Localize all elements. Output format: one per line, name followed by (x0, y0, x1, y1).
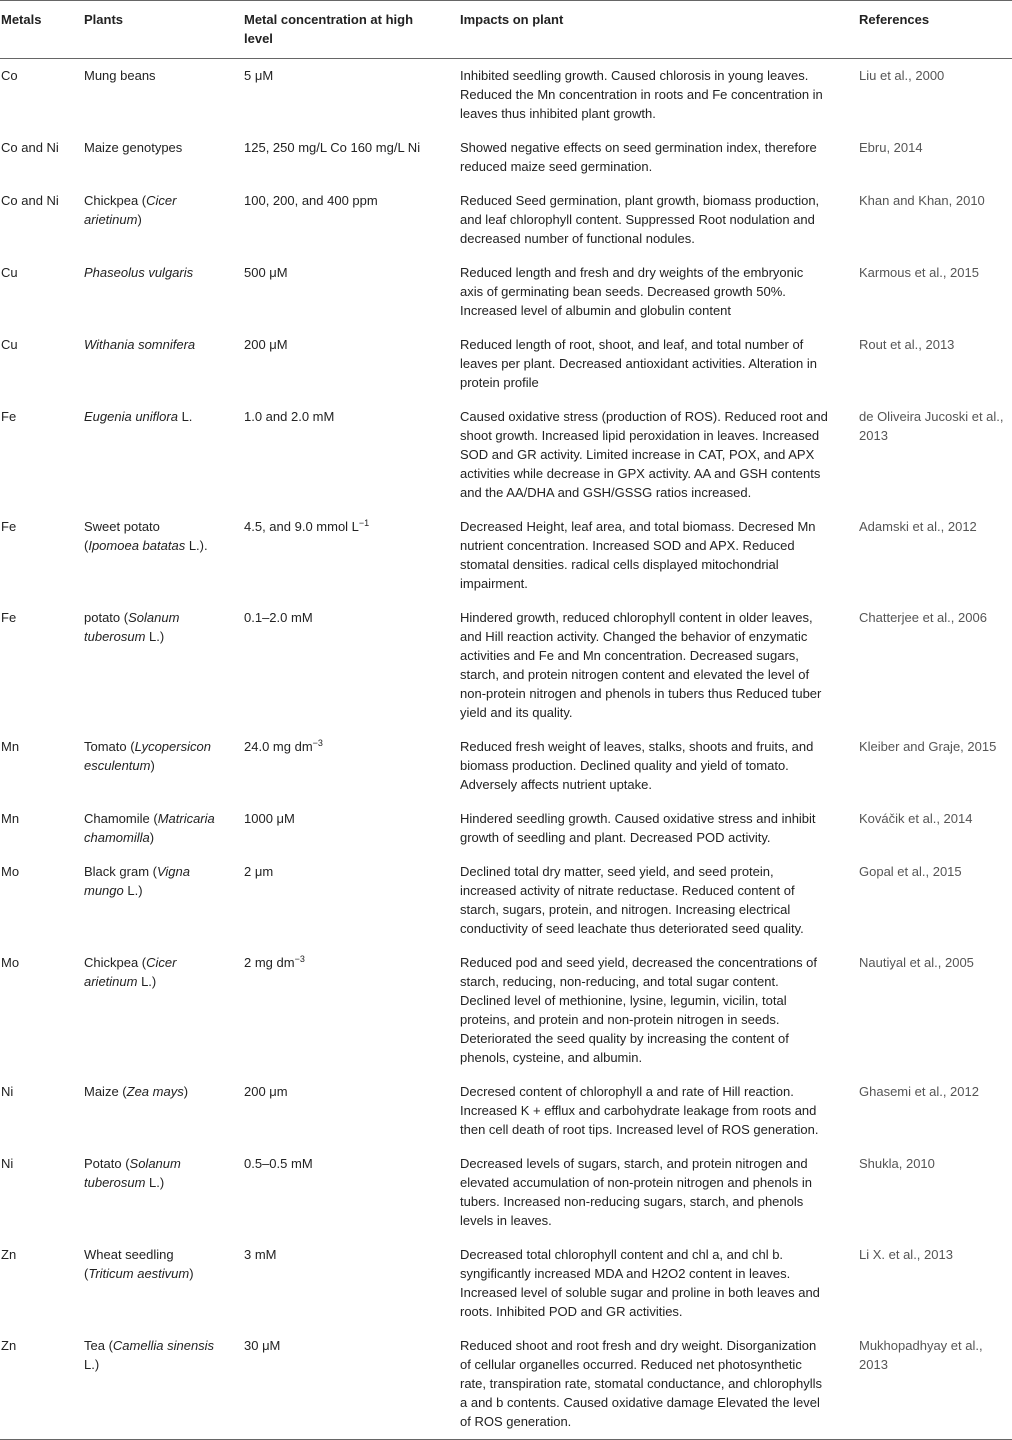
table-row (0, 1238, 1012, 1329)
header-concentration: Metal concentration at high level (244, 1, 460, 59)
cell-metal: Fe (1, 610, 17, 625)
cell-impact: Decresed content of chlorophyll a and rate of Hill reaction. Increased K + efflux and carbohydrate leakage from roots and then cell death of root tips. Increased level of ROS generation. (460, 1084, 819, 1137)
cell-concentration: 1.0 and 2.0 mM (244, 409, 335, 424)
cell-impact: Decreased levels of sugars, starch, and protein nitrogen and elevated accumulation of non-protein nitrogen and phenols in tubers. Increased non-reducing sugars, starch, and phenols levels in leaves. (460, 1156, 812, 1228)
table-row (0, 1147, 1012, 1238)
cell-metal: Fe (1, 519, 17, 534)
cell-metal: Zn (1, 1247, 17, 1262)
cell-reference: Khan and Khan, 2010 (859, 193, 985, 208)
table-row (0, 184, 1012, 256)
cell-concentration: 24.0 mg $dm^{-3}$ (244, 738, 323, 754)
cell-reference: Li X. et al., 2013 (859, 1247, 953, 1262)
header-metals: Metals (0, 1, 84, 59)
cell-reference: Nautiyal et al., 2005 (859, 955, 974, 970)
table-row (0, 855, 1012, 946)
cell-plant: Withania somnifera (84, 337, 196, 352)
table-row (0, 256, 1012, 328)
cell-impact: Caused oxidative stress (production of ROS). Reduced root and shoot growth. Increased lipid peroxidation in leaves. Increased SOD and GR activity. Limited increase in CAT, POX, and APX activities while decrease in GPX activity. AA and GSH contents and the AA/DHA and GSH/GSSG ratios increased. (460, 409, 828, 500)
cell-concentration: 5 μM (244, 68, 274, 83)
cell-concentration: 100, 200, and 400 ppm (244, 193, 378, 208)
cell-plant: Tomato (Lycopersicon esculentum) (84, 739, 211, 773)
cell-plant: potato (Solanum tuberosum L.) (84, 610, 180, 644)
table-row (0, 802, 1012, 855)
cell-concentration: 0.1–2.0 mM (244, 610, 313, 625)
table-row (0, 328, 1012, 400)
table-row (0, 510, 1012, 601)
header-impacts: Impacts on plant (460, 1, 859, 59)
cell-metal: Ni (1, 1156, 14, 1171)
cell-impact: Decreased Height, leaf area, and total biomass. Decresed Mn nutrient concentration. Increased SOD and APX. Reduced stomatal densities. radical cells displayed mitochondrial impairment. (460, 519, 816, 591)
table-row (0, 400, 1012, 510)
table-row (0, 1329, 1012, 1440)
cell-metal: Co and Ni (1, 193, 59, 208)
cell-impact: Hindered growth, reduced chlorophyll content in older leaves, and Hill reaction activity. Changed the behavior of enzymatic activities and Fe and Mn concentration. Decreased sugars, starch, and protein nitrogen content and elevated the level of non-protein nitrogen and phenols in tubers thus Reduced tuber yield and its quality. (460, 610, 822, 720)
cell-reference: Chatterjee et al., 2006 (859, 610, 987, 625)
cell-reference: Kováčik et al., 2014 (859, 811, 973, 826)
cell-impact: Declined total dry matter, seed yield, and seed protein, increased activity of nitrate reductase. Reduced content of starch, sugars, protein, and nitrogen. Increasing electrical conductivity of seed leachate thus deteriorated seed quality. (460, 864, 804, 936)
cell-concentration: 200 μm (244, 1084, 288, 1099)
cell-reference: Mukhopadhyay et al., 2013 (859, 1329, 1012, 1440)
cell-impact: Inhibited seedling growth. Caused chlorosis in young leaves. Reduced the Mn concentration in roots and Fe concentration in leaves thus inhibited plant growth. (460, 68, 823, 121)
cell-concentration: 3 mM (244, 1247, 277, 1262)
cell-plant: Black gram (Vigna mungo L.) (84, 864, 190, 898)
cell-reference: Gopal et al., 2015 (859, 864, 962, 879)
cell-plant: Eugenia uniflora L. (84, 409, 193, 424)
cell-concentration: 4.5, and 9.0 mmol $L^{-1}$ (244, 518, 370, 534)
cell-metal: Ni (1, 1084, 14, 1099)
cell-reference: Liu et al., 2000 (859, 68, 945, 83)
cell-metal: Mo (1, 955, 20, 970)
header-plants: Plants (84, 1, 244, 59)
cell-metal: Zn (0, 1329, 84, 1440)
cell-concentration: 0.5–0.5 mM (244, 1156, 313, 1171)
cell-reference: Ghasemi et al., 2012 (859, 1084, 979, 1099)
cell-concentration: 30 μM (244, 1329, 460, 1440)
table-row (0, 730, 1012, 802)
cell-metal: Mn (1, 811, 20, 826)
cell-plant: Mung beans (84, 68, 156, 83)
table-row (0, 59, 1012, 132)
cell-plant: Chickpea (Cicer arietinum) (84, 193, 177, 227)
cell-plant: Wheat seedling (Triticum aestivum) (84, 1247, 194, 1281)
table-row (0, 601, 1012, 730)
cell-plant: Maize genotypes (84, 140, 183, 155)
cell-concentration: 1000 μM (244, 811, 295, 826)
cell-impact: Decreased total chlorophyll content and chl a, and chl b. syngificantly increased MDA and H2O2 content in leaves. Increased level of soluble sugar and proline in both leaves and roots. Inhibited POD and GR activities. (460, 1247, 820, 1319)
cell-metal: Fe (1, 409, 17, 424)
cell-plant: Tea (Camellia sinensis L.) (84, 1329, 244, 1440)
cell-plant: Phaseolus vulgaris (84, 265, 194, 280)
cell-reference: Rout et al., 2013 (859, 337, 955, 352)
table-body (0, 59, 1012, 1440)
cell-plant: Chickpea (Cicer arietinum L.) (84, 955, 177, 989)
cell-metal: Mn (1, 739, 20, 754)
cell-impact: Reduced fresh weight of leaves, stalks, shoots and fruits, and biomass production. Declined quality and yield of tomato. Adversely affects nutrient uptake. (460, 739, 814, 792)
cell-reference: Adamski et al., 2012 (859, 519, 977, 534)
cell-metal: Cu (1, 265, 18, 280)
table-row (0, 946, 1012, 1075)
cell-impact: Reduced length and fresh and dry weights of the embryonic axis of germinating bean seeds. Decreased growth 50%. Increased level of albumin and globulin content (460, 265, 804, 318)
header-row (0, 1, 1012, 59)
header-references: References (859, 1, 1012, 59)
table-row (0, 131, 1012, 184)
cell-reference: de Oliveira Jucoski et al., 2013 (859, 409, 1004, 443)
cell-concentration: 200 μM (244, 337, 288, 352)
cell-plant: Sweet potato (Ipomoea batatas L.). (84, 519, 208, 553)
cell-metal: Mo (1, 864, 20, 879)
cell-reference: Ebru, 2014 (859, 140, 923, 155)
cell-metal: Cu (1, 337, 18, 352)
cell-impact: Reduced shoot and root fresh and dry weight. Disorganization of cellular organelles occurred. Reduced net photosynthetic rate, transpiration rate, stomatal conductance, and chlorophylls a and b contents. Caused oxidative damage Elevated the level of ROS generation. (460, 1329, 859, 1440)
cell-impact: Reduced Seed germination, plant growth, biomass production, and leaf chlorophyll content. Suppressed Root nodulation and decreased number of functional nodules. (460, 193, 820, 246)
cell-concentration: 500 μM (244, 265, 288, 280)
cell-plant: Potato (Solanum tuberosum L.) (84, 1156, 181, 1190)
cell-concentration: 2 μm (244, 864, 274, 879)
cell-metal: Co and Ni (1, 140, 59, 155)
cell-plant: Maize (Zea mays) (84, 1084, 189, 1099)
cell-metal: Co (1, 68, 18, 83)
cell-impact: Showed negative effects on seed germination index, therefore reduced maize seed germination. (460, 140, 817, 174)
cell-reference: Kleiber and Graje, 2015 (859, 739, 997, 754)
cell-reference: Karmous et al., 2015 (859, 265, 979, 280)
cell-impact: Reduced length of root, shoot, and leaf, and total number of leaves per plant. Decreased antioxidant activities. Alteration in protein profile (460, 337, 817, 390)
cell-reference: Shukla, 2010 (859, 1156, 935, 1171)
cell-concentration: 2 mg $dm^{-3}$ (244, 954, 305, 970)
cell-plant: Chamomile (Matricaria chamomilla) (84, 811, 215, 845)
table-row (0, 1075, 1012, 1147)
cell-concentration: 125, 250 mg/L Co 160 mg/L Ni (244, 140, 421, 155)
cell-impact: Reduced pod and seed yield, decreased the concentrations of starch, reducing, non-reducing, and total sugar content. Declined level of methionine, lysine, legumin, vicilin, total proteins, and protein and non-protein nitrogen in seeds. Deteriorated the seed quality by increasing the content of phenols, cysteine, and albumin. (460, 955, 818, 1065)
cell-impact: Hindered seedling growth. Caused oxidative stress and inhibit growth of seedling and plant. Decreased POD activity. (460, 811, 816, 845)
